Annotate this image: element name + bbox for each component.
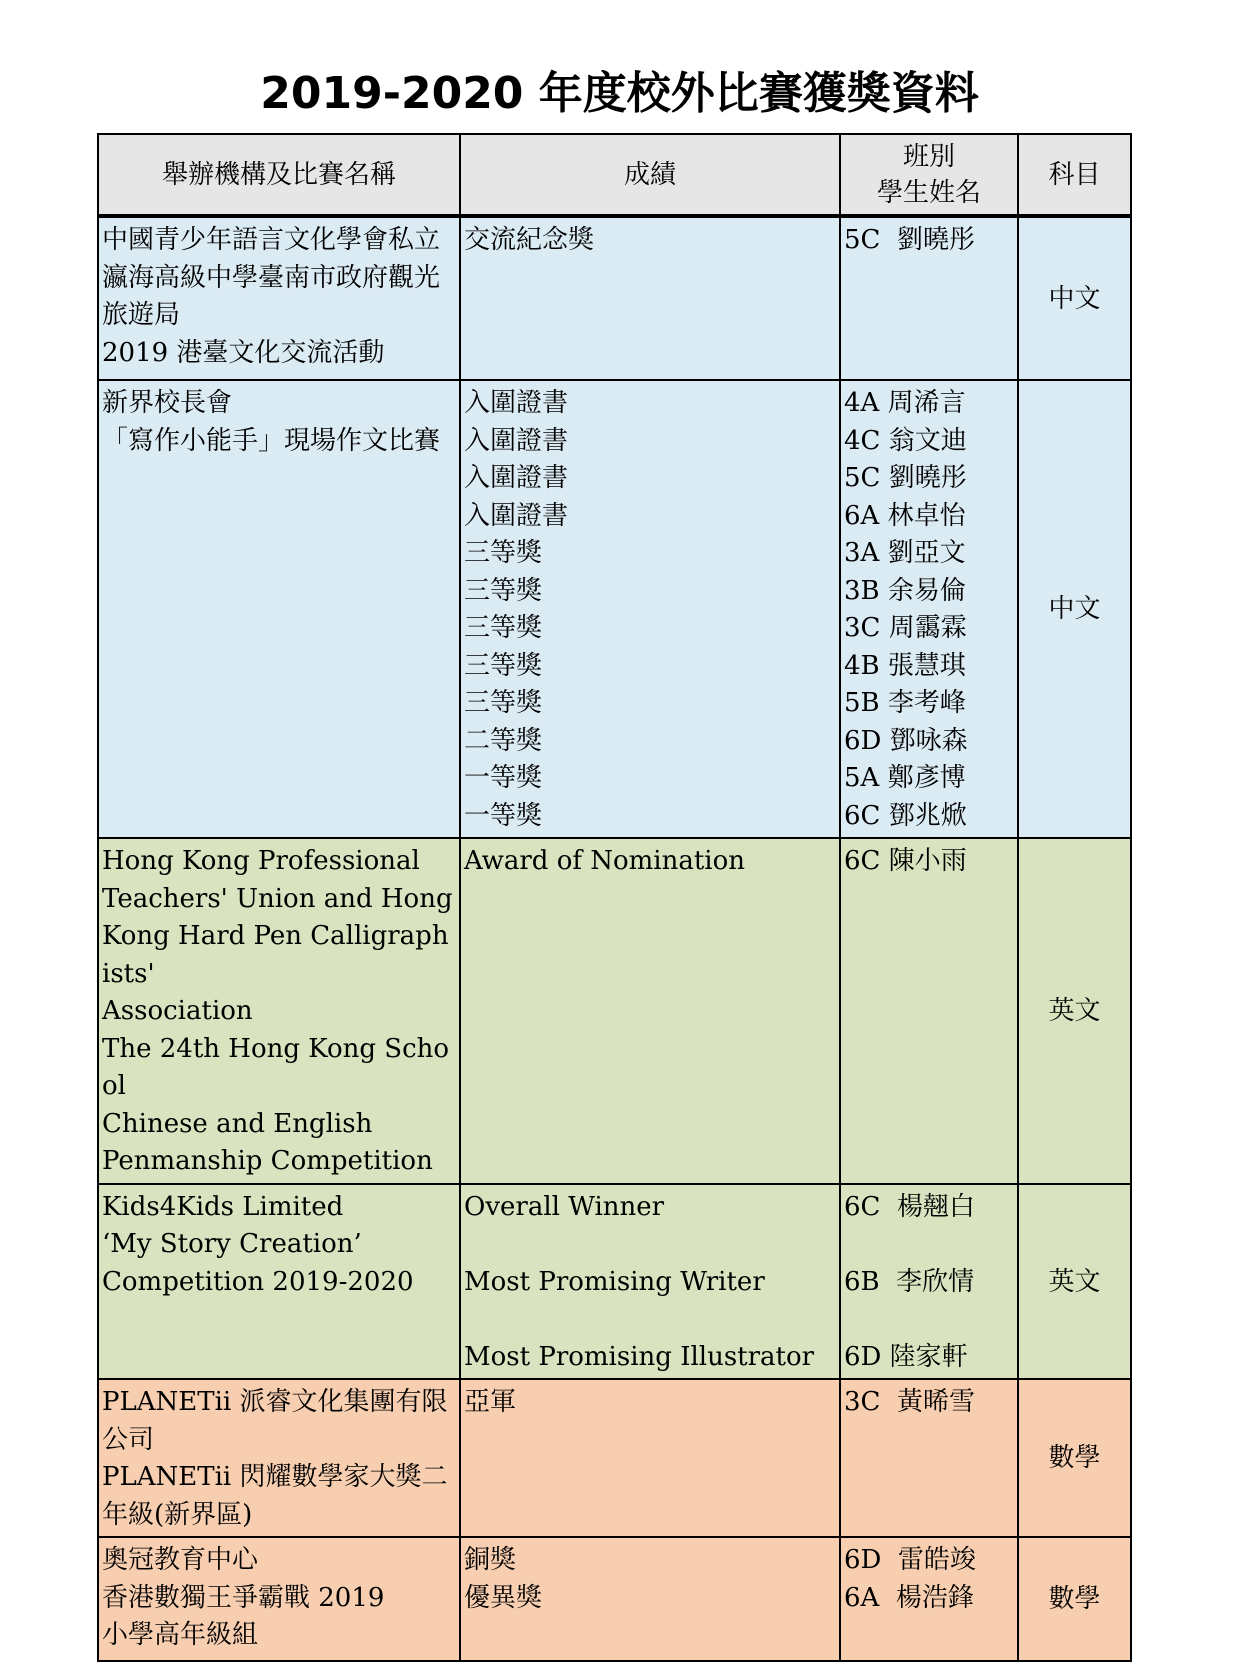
student-cell-line: 3A 劉亞文 — [844, 538, 966, 568]
student-cell-line: 6D 陸家軒 — [844, 1341, 968, 1372]
student-cell-line: 6D 雷皓竣 — [844, 1545, 976, 1575]
organizer-cell-line: Teachers' Union and Hong — [102, 883, 453, 914]
organizer-cell-line: Kids4Kids Limited — [102, 1191, 344, 1222]
result-cell-line: 入圍證書 — [464, 425, 569, 456]
header-class-label: 班別 — [902, 141, 955, 172]
student-cell-line: 3C 周靄霖 — [844, 613, 967, 643]
subject-cell: 中文 — [1018, 380, 1131, 838]
organizer-cell-line: 「寫作小能手」現場作文比賽 — [102, 425, 441, 456]
student-cell-line: 5C 劉曉彤 — [844, 225, 975, 255]
subject-cell: 英文 — [1018, 1184, 1131, 1380]
result-cell-line: 一等獎 — [464, 800, 543, 831]
organizer-cell-line: Kong Hard Pen Calligraphists' — [102, 921, 449, 989]
organizer-cell — [98, 1184, 460, 1380]
organizer-cell-line: Chinese and English — [102, 1108, 373, 1139]
header-subject: 科目 — [1018, 134, 1131, 216]
header-organizer: 舉辦機構及比賽名稱 — [98, 134, 460, 216]
result-cell-line: 銅獎 — [464, 1545, 517, 1575]
organizer-cell-line: 新界校長會 — [102, 388, 233, 418]
result-cell-line: Most Promising Illustrator — [464, 1341, 815, 1372]
student-cell-line: 5A 鄭彥博 — [844, 763, 966, 793]
student-cell — [840, 380, 1018, 838]
result-cell-line: 入圍證書 — [464, 500, 569, 531]
student-cell-line: 5B 李考峰 — [844, 688, 966, 718]
student-cell-line: 6C 鄧兆焮 — [844, 800, 967, 831]
result-cell-line: 優異獎 — [464, 1582, 543, 1613]
subject-cell: 英文 — [1018, 838, 1131, 1184]
result-cell-line: Award of Nomination — [464, 846, 746, 876]
table-row — [98, 838, 1131, 1184]
result-cell-line: 交流紀念獎 — [464, 225, 595, 255]
organizer-cell-line: PLANETii 閃耀數學家大獎二年級(新界區) — [102, 1462, 448, 1530]
student-cell-line: 4A 周浠言 — [844, 388, 966, 418]
table-row — [98, 380, 1131, 838]
result-cell — [460, 1537, 840, 1661]
result-cell — [460, 380, 840, 838]
result-cell-line: 一等獎 — [464, 763, 543, 793]
result-cell-line: Overall Winner — [464, 1191, 665, 1222]
result-cell-line: 亞軍 — [464, 1387, 517, 1417]
result-cell — [460, 1184, 840, 1380]
student-cell-line: 6D 鄧咏森 — [844, 725, 968, 756]
organizer-cell — [98, 1537, 460, 1661]
organizer-cell — [98, 380, 460, 838]
organizer-cell-line: 2019 港臺文化交流活動 — [102, 337, 385, 368]
student-cell-line: 5C 劉曉彤 — [844, 463, 967, 493]
result-cell — [460, 1379, 840, 1537]
header-result: 成績 — [460, 134, 840, 216]
subject-cell: 數學 — [1018, 1379, 1131, 1537]
subject-cell: 數學 — [1018, 1537, 1131, 1661]
subject-cell: 中文 — [1018, 216, 1131, 380]
header-class-name — [840, 134, 1018, 216]
table-row — [98, 1184, 1131, 1380]
student-cell-line: 4C 翁文迪 — [844, 425, 967, 456]
result-cell-line: 三等獎 — [464, 575, 543, 606]
organizer-cell-line: ‘My Story Creation’ — [102, 1229, 362, 1259]
result-cell-line: 三等獎 — [464, 613, 543, 643]
table-row — [98, 216, 1131, 380]
organizer-cell-line: Hong Kong Professional — [102, 846, 420, 876]
organizer-cell — [98, 216, 460, 380]
student-cell — [840, 838, 1018, 1184]
result-cell-line — [464, 1226, 836, 1264]
student-cell-line — [844, 1226, 1014, 1264]
student-cell — [840, 1379, 1018, 1537]
header-student-label: 學生姓名 — [876, 177, 981, 208]
result-cell-line: 二等獎 — [464, 725, 543, 756]
organizer-cell — [98, 838, 460, 1184]
result-cell-line — [464, 1301, 836, 1339]
organizer-cell-line: PLANETii 派睿文化集團有限公司 — [102, 1387, 448, 1455]
result-cell — [460, 838, 840, 1184]
organizer-cell-line: The 24th Hong Kong School — [102, 1033, 450, 1101]
student-cell — [840, 1184, 1018, 1380]
organizer-cell — [98, 1379, 460, 1537]
student-cell-line: 6C 楊翹白 — [844, 1191, 975, 1222]
header-row — [98, 134, 1131, 216]
result-cell-line: Most Promising Writer — [464, 1266, 765, 1297]
student-cell-line: 6A 林卓怡 — [844, 500, 966, 531]
organizer-cell-line: Penmanship Competition — [102, 1146, 433, 1176]
student-cell-line: 6A 楊浩鋒 — [844, 1582, 974, 1613]
result-cell — [460, 216, 840, 380]
organizer-cell-line: 中國青少年語言文化學會私立瀛海高級中學臺南市政府觀光旅遊局 — [102, 225, 441, 330]
organizer-cell-line: 小學高年級組 — [102, 1620, 259, 1650]
result-cell-line: 三等獎 — [464, 538, 543, 568]
organizer-cell-line: Association — [102, 996, 253, 1026]
result-cell-line: 入圍證書 — [464, 463, 569, 493]
result-cell-line: 三等獎 — [464, 650, 543, 681]
table-row — [98, 1379, 1131, 1537]
student-cell-line: 6B 李欣情 — [844, 1266, 975, 1297]
awards-table — [97, 133, 1132, 1662]
student-cell-line — [844, 1301, 1014, 1339]
student-cell — [840, 1537, 1018, 1661]
page-title: 2019-2020 年度校外比賽獲獎資料 — [260, 68, 979, 119]
organizer-cell-line: 香港數獨王爭霸戰 2019 — [102, 1582, 385, 1613]
organizer-cell-line: Competition 2019-2020 — [102, 1266, 414, 1297]
student-cell-line: 4B 張慧琪 — [844, 650, 966, 681]
table-row — [98, 1537, 1131, 1661]
student-cell-line: 3C 黃晞雪 — [844, 1387, 975, 1417]
student-cell — [840, 216, 1018, 380]
organizer-cell-line: 奧冠教育中心 — [102, 1545, 259, 1575]
result-cell-line: 入圍證書 — [464, 388, 569, 418]
student-cell-line: 6C 陳小雨 — [844, 846, 967, 876]
student-cell-line: 3B 余易倫 — [844, 575, 966, 606]
result-cell-line: 三等獎 — [464, 688, 543, 718]
